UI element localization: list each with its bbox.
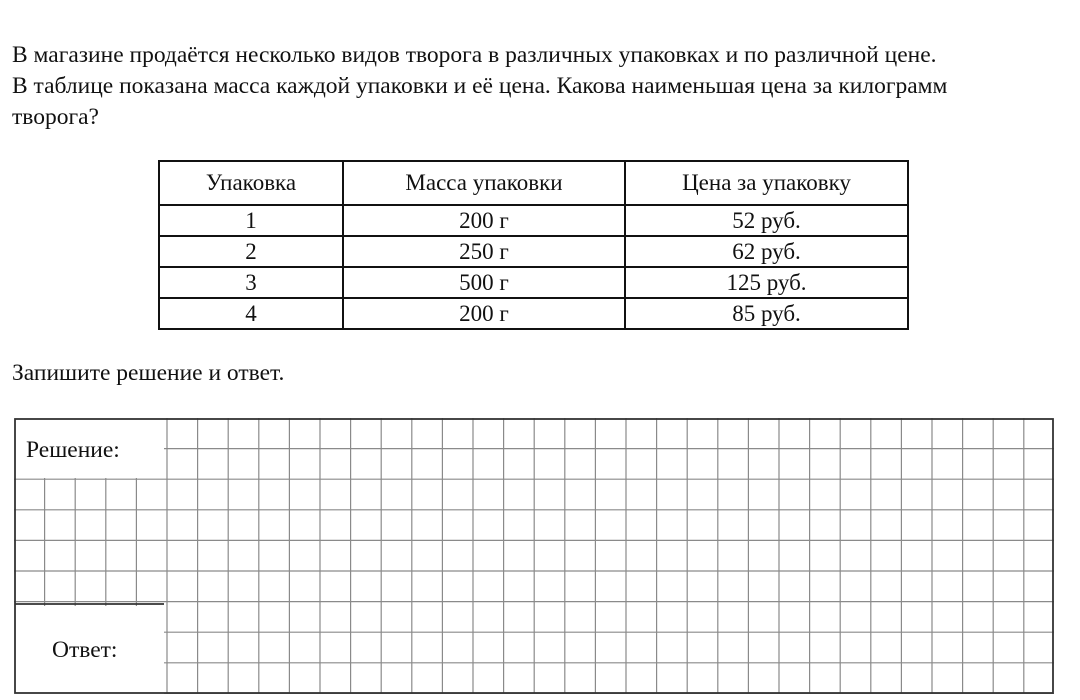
cell-mass: 200 г — [343, 205, 625, 236]
cell-price: 125 руб. — [625, 267, 908, 298]
header-price: Цена за упаковку — [625, 161, 908, 205]
problem-line-1: В магазине продаётся несколько видов творога в различных упаковках и по различной цене. — [12, 42, 937, 68]
cell-price: 52 руб. — [625, 205, 908, 236]
price-table — [158, 160, 909, 330]
cell-mass: 500 г — [343, 267, 625, 298]
cell-mass: 250 г — [343, 236, 625, 267]
table-row — [159, 298, 908, 329]
header-package: Упаковка — [159, 161, 343, 205]
problem-line-3: творога? — [12, 104, 99, 130]
answer-box[interactable] — [14, 418, 1054, 694]
table-row — [159, 205, 908, 236]
table-row — [159, 267, 908, 298]
cell-package: 4 — [159, 298, 343, 329]
cell-mass: 200 г — [343, 298, 625, 329]
problem-line-2: В таблице показана масса каждой упаковки и её цена. Какова наименьшая цена за килограмм — [12, 73, 948, 99]
cell-price: 85 руб. — [625, 298, 908, 329]
problem-text — [12, 40, 1062, 133]
solution-label: Решение: — [26, 437, 120, 463]
header-mass: Масса упаковки — [343, 161, 625, 205]
table-row — [159, 236, 908, 267]
cell-price: 62 руб. — [625, 236, 908, 267]
answer-grid — [14, 418, 1054, 694]
cell-package: 1 — [159, 205, 343, 236]
cell-package: 3 — [159, 267, 343, 298]
instruction-text: Запишите решение и ответ. — [12, 360, 285, 386]
answer-label: Ответ: — [52, 637, 118, 663]
table-header-row — [159, 161, 908, 205]
cell-package: 2 — [159, 236, 343, 267]
